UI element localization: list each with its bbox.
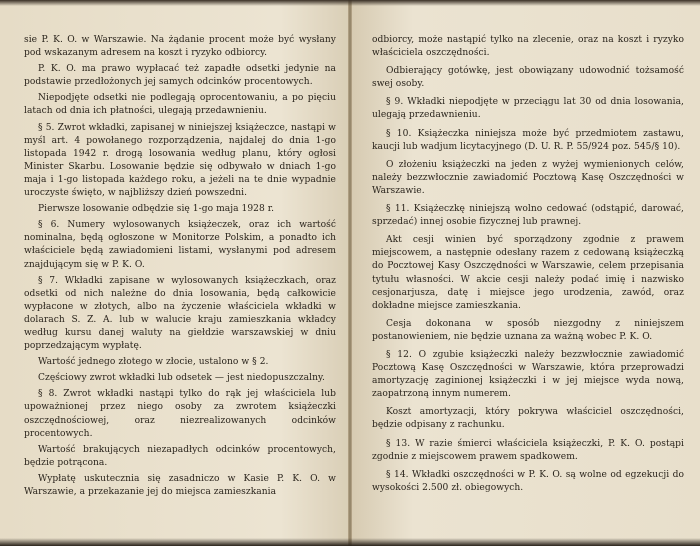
book-gutter (348, 0, 352, 546)
left-paragraph: P. K. O. ma prawo wypłacać też zapadłe odsetki jedynie na podstawie przedłożonych jej samych odcinków procentowych. (24, 64, 336, 88)
left-paragraph: Wartość brakujących niezapadłych odcinków procentowych, będzie potrącona. (24, 444, 336, 468)
left-paragraph: Pierwsze losowanie odbędzie się 1-go maja 1928 r. (38, 204, 275, 215)
right-page (350, 0, 700, 546)
right-paragraph: § 11. Książeczkę niniejszą wolno cedować (odstąpić, darować, sprzedać) innej osobie fizycznej lub prawnej. (372, 204, 684, 228)
right-paragraph: § 13. W razie śmierci właściciela książeczki, P. K. O. postąpi zgodnie z miejscowem prawem spadkowem. (372, 438, 684, 462)
page-bottom-shadow (0, 538, 700, 546)
right-paragraph: § 10. Książeczka niniejsza może być przedmiotem zastawu, kaucji lub wadjum licytacyjnego (D. U. R. P. 55/924 poz. 545/§ 10). (372, 128, 684, 152)
right-paragraph: Akt cesji winien być sporządzony zgodnie z prawem miejscowem, a następnie odesłany razem z cedowaną książeczką do Pocztowej Kasy Oszczędności w Warszawie, celem przepisania tytułu własności. W akcie cesji należy podać imię i nazwisko cesjonarjusza, datę i miejsce jego urodzenia, zawód, oraz dokładne miejsce zamieszkania. (372, 235, 684, 311)
right-paragraph: Odbierający gotówkę, jest obowiązany udowodnić tożsamość swej osoby. (372, 66, 684, 90)
right-paragraph: Cesja dokonana w sposób niezgodny z niniejszem postanowieniem, nie będzie uznana za ważną wobec P. K. O. (372, 318, 684, 342)
left-paragraph: Częściowy zwrot wkładki lub odsetek — jest niedopuszczalny. (38, 373, 325, 384)
left-paragraph: Wypłatę uskutecznia się zasadniczo w Kasie P. K. O. w Warszawie, a przekazanie jej do miejsca zamieszkania (24, 473, 336, 497)
right-paragraph: odbiorcy, może nastąpić tylko na zlecenie, oraz na koszt i ryzyko właściciela oszczędności. (372, 35, 684, 59)
left-paragraph: § 6. Numery wylosowanych książeczek, oraz ich wartość nominalna, będą ogłoszone w Monitorze Polskim, a ponadto ich właściciele będą zawiadomieni listami, wysłanymi pod adresem znajdującym się w P. K. O. (24, 220, 336, 270)
right-paragraph: O złożeniu książeczki na jeden z wyżej wymienionych celów, należy bezzwłocznie zawiadomić Pocztową Kasę Oszczędności w Warszawie. (372, 159, 684, 196)
left-paragraph: § 7. Wkładki zapisane w wylosowanych książeczkach, oraz odsetki od nich należne do dnia losowania, będą całkowicie wypłacone w złotych, albo na życzenie właściciela wkładki w dolarach S. Z. A. lub w walucie kraju zamieszkania wkładcy według kursu danej waluty na giełdzie warszawskiej w dniu poprzedzającym wypłatę. (24, 275, 336, 352)
left-paragraph: Wartość jednego złotego w złocie, ustalono w § 2. (38, 357, 269, 368)
right-paragraph: § 12. O zgubie książeczki należy bezzwłocznie zawiadomić Pocztową Kasę Oszczędności w Warszawie, która przeprowadzi amortyzację zaginionej książeczki i w jej miejsce wyda nową, zaopatrzoną innym numerem. (372, 349, 684, 400)
page-top-shadow (0, 0, 700, 6)
left-paragraph: sie P. K. O. w Warszawie. Na żądanie procent może być wysłany pod wskazanym adresem na koszt i ryzyko odbiorcy. (24, 35, 336, 59)
left-paragraph: § 5. Zwrot wkładki, zapisanej w niniejszej książeczce, nastąpi w myśl art. 4 powołanego rozporządzenia, najdalej do dnia 1-go listopada 1942 r. drogą losowania według planu, który ogłosi Minister Skarbu. Losowanie będzie się odbywało w dniach 1-go maja i 1-go listopada każdego roku, a jeżeli na te dnie wypadnie uroczyste święto, w najbliższy dzień powszedni. (24, 122, 336, 199)
left-paragraph: Niepodjęte odsetki nie podlegają oprocentowaniu, a po pięciu latach od dnia ich płatności, ulegają przedawnieniu. (24, 93, 336, 117)
right-paragraph: § 9. Wkładki niepodjęte w przeciągu lat 30 od dnia losowania, ulegają przedawnieniu. (372, 97, 684, 121)
right-paragraph: § 14. Wkładki oszczędności w P. K. O. są wolne od egzekucji do wysokości 2.500 zł. obiegowych. (372, 469, 684, 493)
left-paragraph: § 8. Zwrot wkładki nastąpi tylko do rąk jej właściciela lub upoważnionej przez niego osoby za zwrotem książeczki oszczędnościowej, oraz niezrealizowanych odcinków procentowych. (24, 389, 336, 439)
right-paragraph: Koszt amortyzacji, który pokrywa właściciel oszczędności, będzie odpisany z rachunku. (372, 407, 684, 431)
